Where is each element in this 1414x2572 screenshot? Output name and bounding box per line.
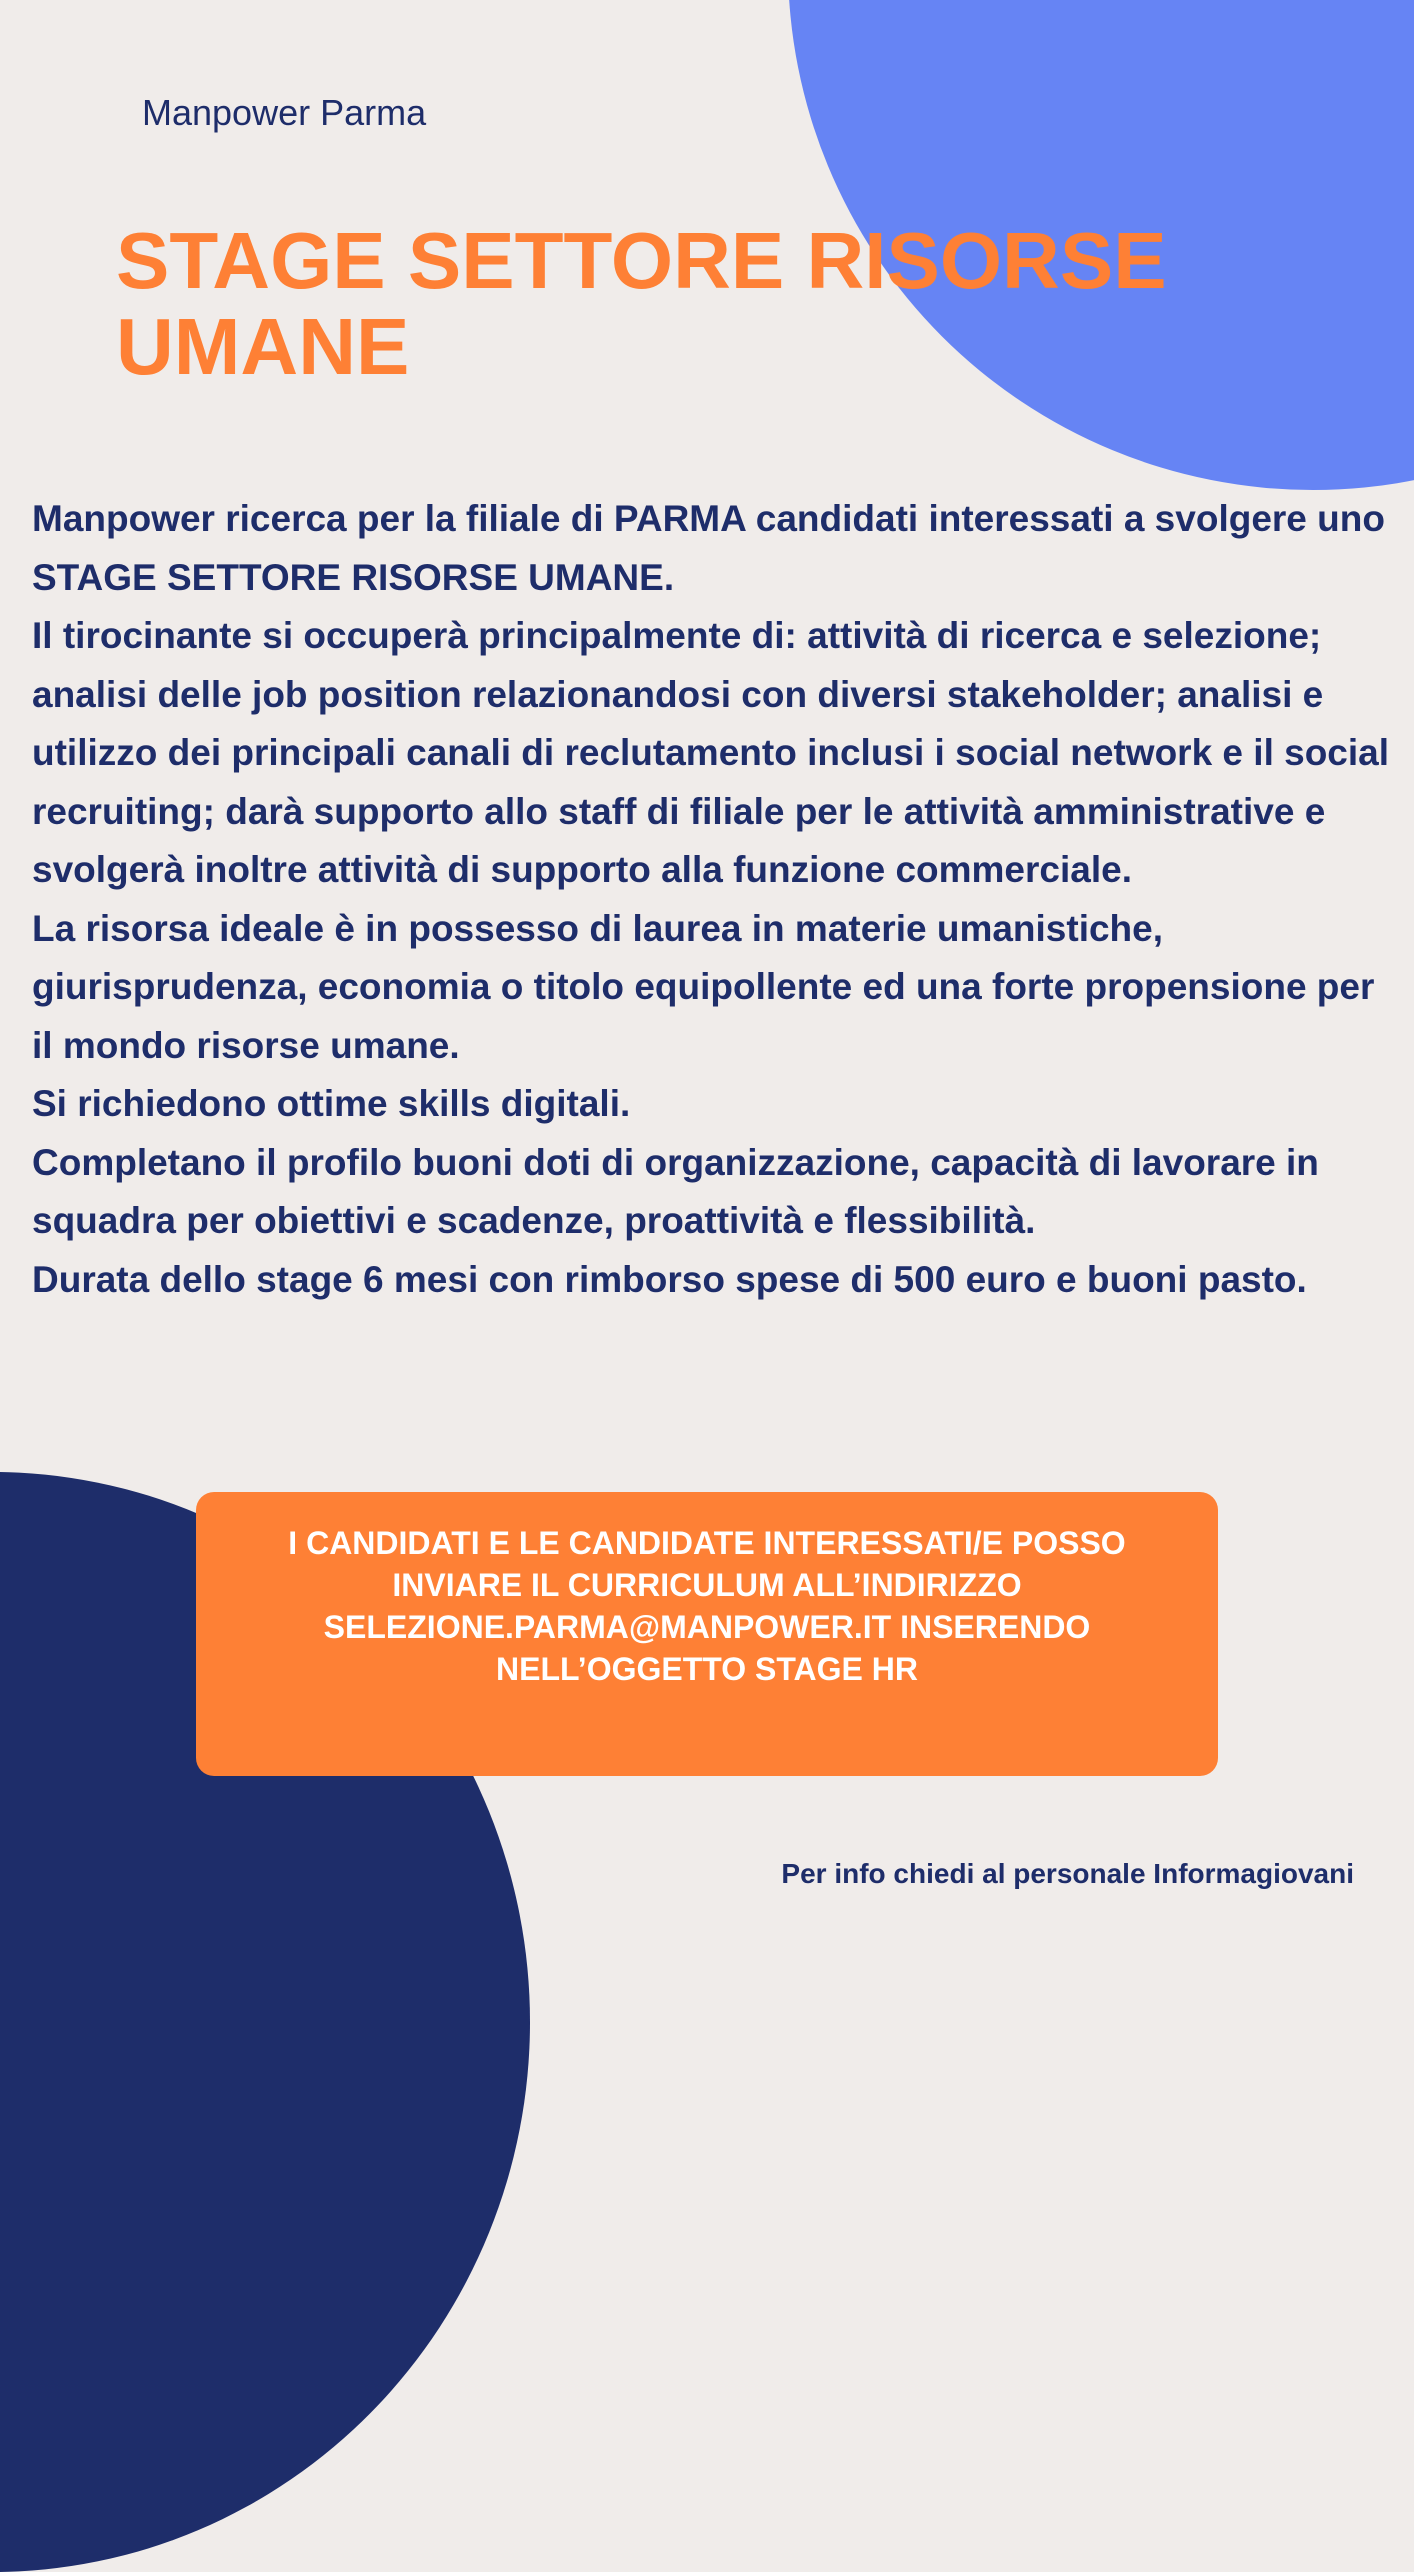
- description-paragraph: Durata dello stage 6 mesi con rimborso spese di 500 euro e buoni pasto.: [32, 1258, 1307, 1300]
- description-paragraph: Si richiedono ottime skills digitali.: [32, 1083, 631, 1124]
- description-paragraph: Completano il profilo buoni doti di organizzazione, capacità di lavorare in squadra per obiettivi e scadenze, proattività e flessibilità.: [32, 1141, 1319, 1241]
- application-info-box: [196, 1492, 1218, 1776]
- application-instructions: I CANDIDATI E LE CANDIDATE INTERESSATI/E POSSO INVIARE IL CURRICULUM ALL’INDIRIZZO SELEZIONE.PARMA@MANPOWER.IT INSERENDO NELL’OGGETTO STAGE HR: [288, 1525, 1126, 1687]
- brand-name: Manpower Parma: [142, 92, 427, 133]
- job-description: [32, 490, 1402, 1309]
- description-paragraph: Manpower ricerca per la filiale di PARMA candidati interessati a svolgere uno STAGE SETTORE RISORSE UMANE.: [32, 498, 1385, 598]
- page-title: STAGE SETTORE RISORSE UMANE: [116, 216, 1167, 391]
- description-paragraph: La risorsa ideale è in possesso di laurea in materie umanistiche, giurisprudenza, economia o titolo equipollente ed una forte propensione per il mondo risorse umane.: [32, 907, 1375, 1066]
- footer-info: Per info chiedi al personale Informagiovani: [781, 1858, 1354, 1889]
- description-paragraph: Il tirocinante si occuperà principalmente di: attività di ricerca e selezione; analisi delle job position relazionandosi con diversi stakeholder; analisi e utilizzo dei principali canali di reclutamento inclusi i social network e il social recruiting; darà supporto allo staff di filiale per le attività amministrative e svolgerà inoltre attività di supporto alla funzione commerciale.: [32, 615, 1390, 890]
